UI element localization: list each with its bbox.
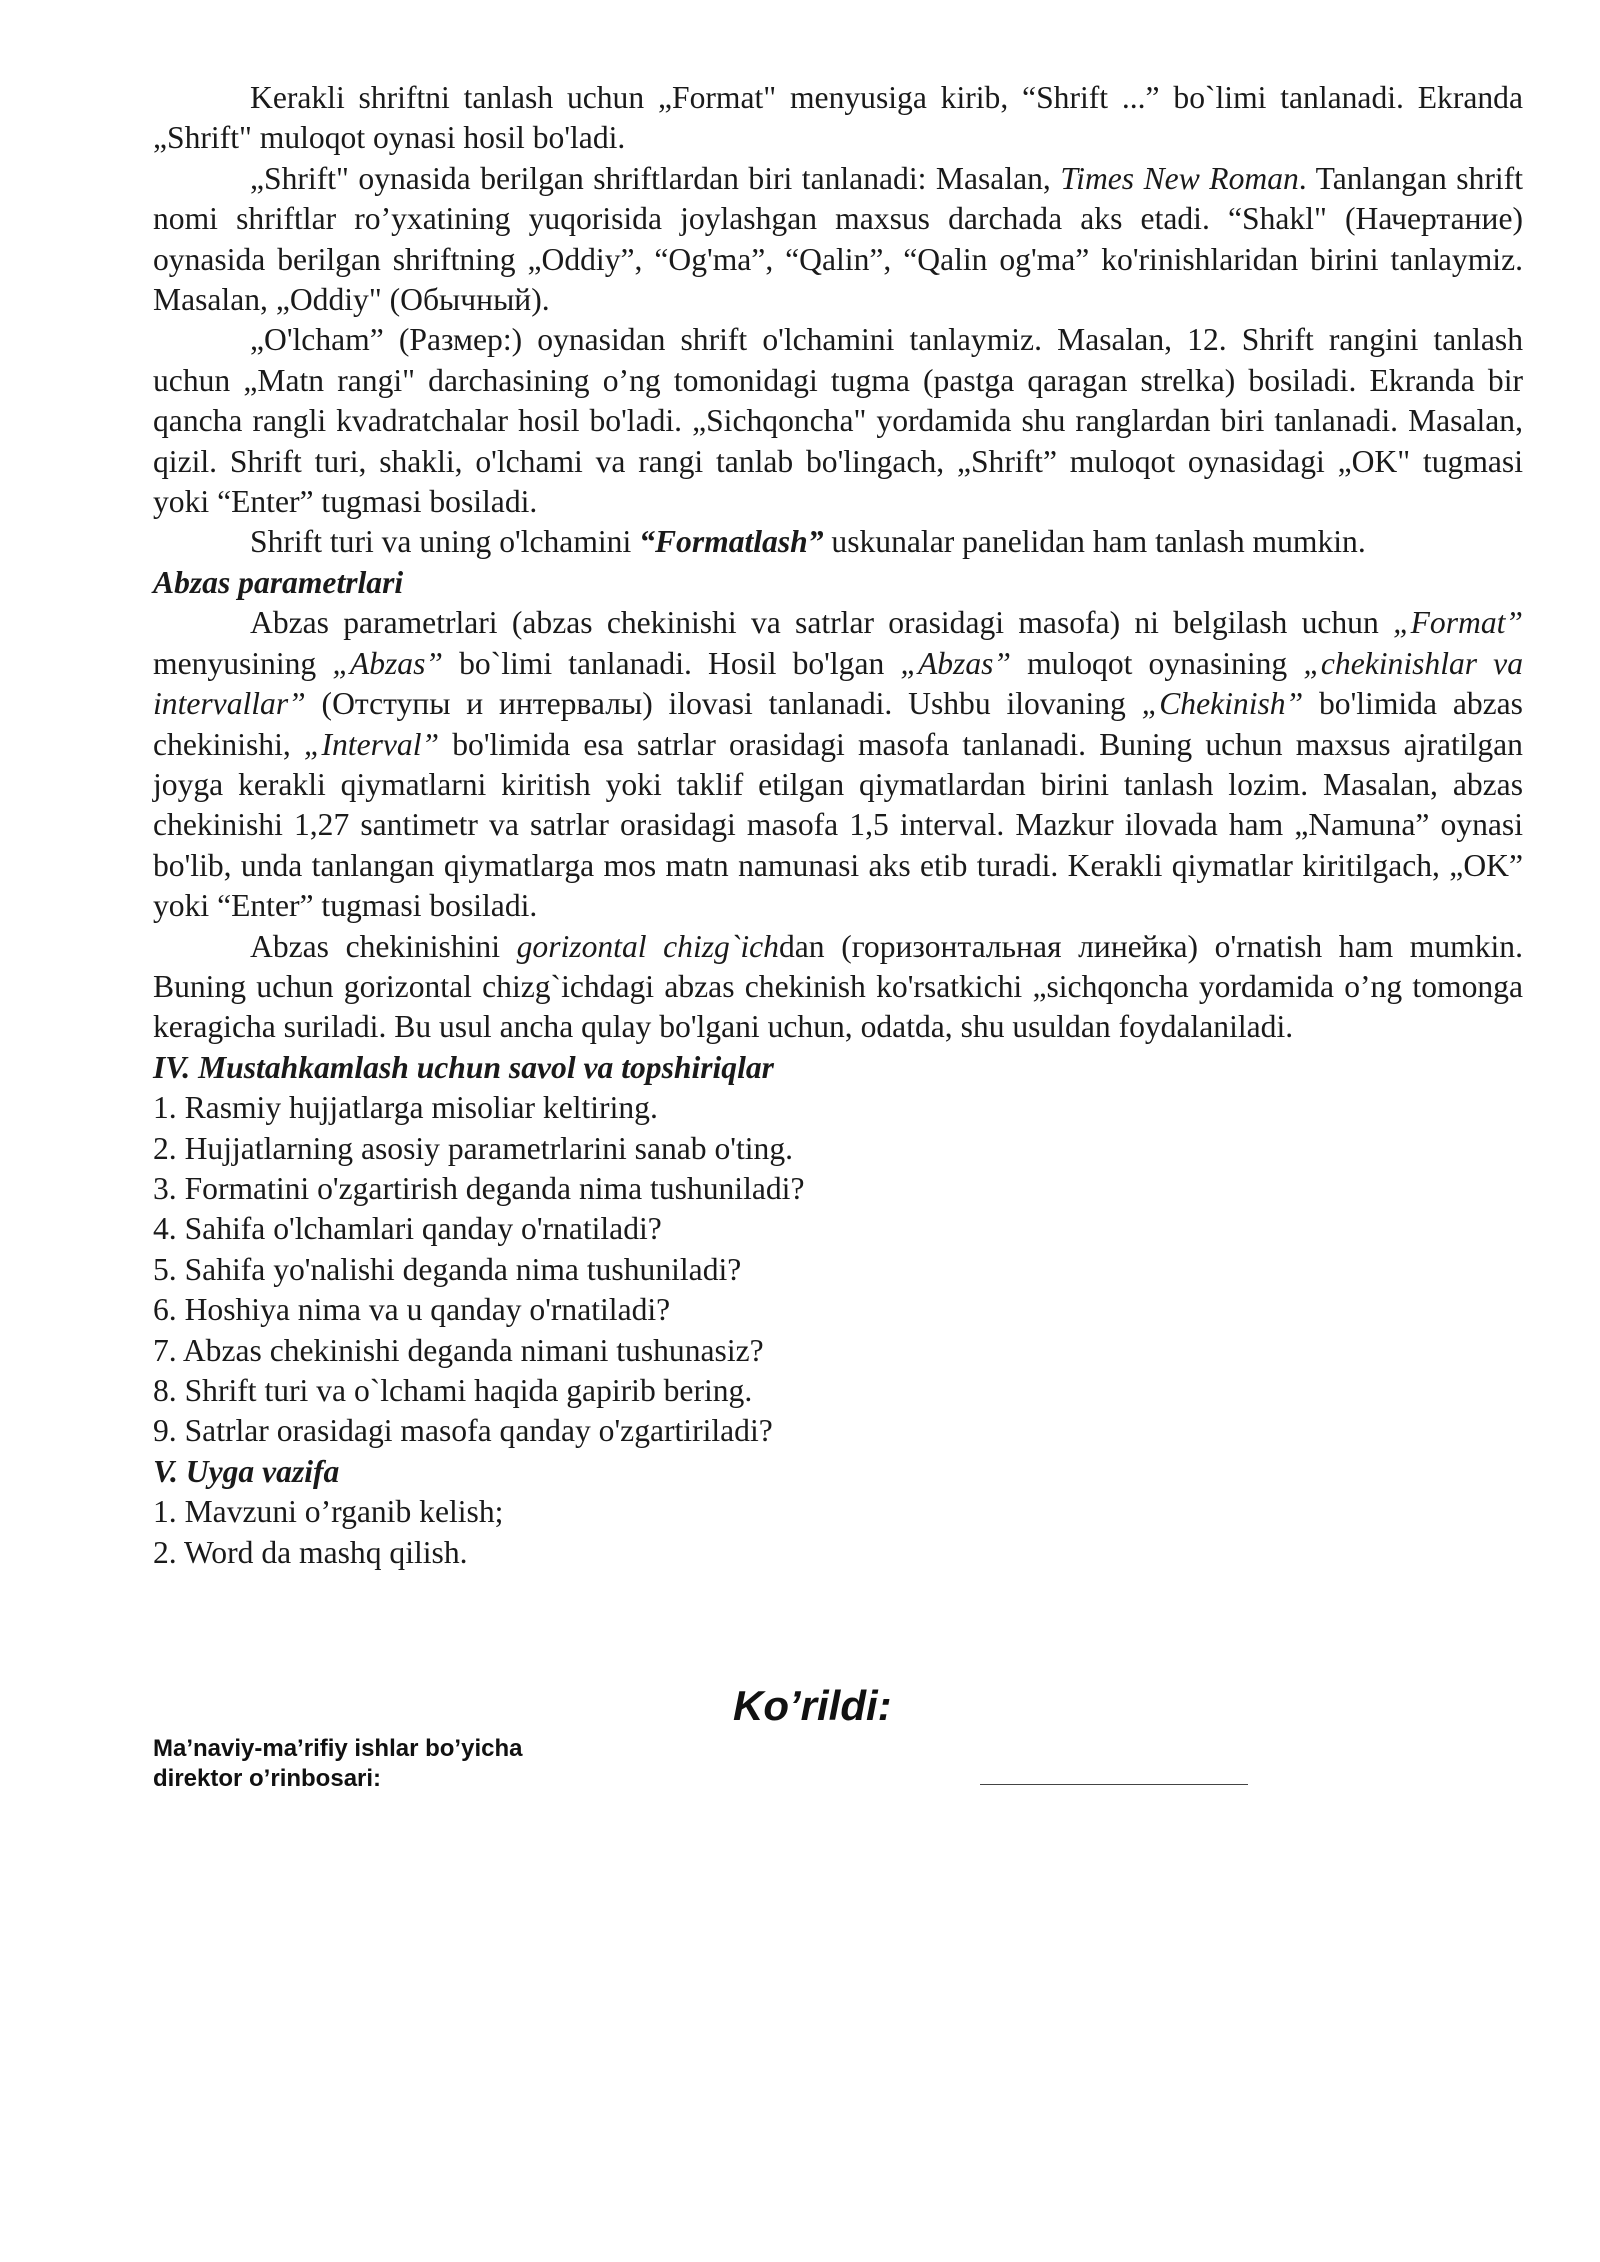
emphasis-run: “Formatlash” [639,524,824,560]
homework-list [153,1492,1523,1573]
body-paragraph [153,522,1523,562]
emphasis-run: „Format” [1393,605,1523,641]
text-run: „O'lcham” (Размер:) oynasidan shrift o'lchamini tanlaymiz. Masalan, 12. Shrift rangini tanlash uchun „Matn rangi" darchasining o’ng tomonidagi tugma (pastga qaragan strelka) bosiladi. Ekranda bir qancha rangli kvadratchalar hosil bo'ladi. „Sichqoncha" yordamida shu ranglardan biri tanlanadi. Masalan, qizil. Shrift turi, shakli, o'lchami va rangi tanlab bo'lingach, „Shrift” muloqot oynasidagi „OK" tugmasi yoki “Enter” tugmasi bosiladi. [153,322,1523,520]
emphasis-run: „Abzas” [332,645,443,681]
text-run: Abzas chekinishini [250,928,517,964]
signer-role-line: direktor o’rinbosari: [153,1765,382,1792]
questions-list [153,1088,1523,1452]
emphasis-run: gorizontal chizg`ich [516,928,779,964]
emphasis-run: „Abzas” [900,645,1011,681]
text-run: . Tanlangan shrift nomi shriftlar ro’yxatining yuqorisida joylashgan maxsus darchada aks etadi. “Shakl" (Начертание) oynasida berilgan shriftning „Oddiy”, “Og'ma”, “Qalin”, “Qalin og'ma” ko'rinishlaridan birini tanlaymiz. Masalan, „Oddiy" (Обычный). [153,160,1523,318]
emphasis-run: „Interval” [303,726,440,762]
body-paragraph [153,320,1523,522]
body-paragraph [153,927,1523,1048]
text-run: bo'limida abzas chekinishi, [153,686,1523,762]
paragraph-section [153,603,1523,1047]
reviewed-label: Ko’rildi: [733,1682,892,1729]
text-run: bo`limi tanlanadi. Hosil bo'lgan [442,645,901,681]
emphasis-run: „Chekinish” [1141,686,1304,722]
signer-role-line: Ma’naviy-ma’rifiy ishlar bo’yicha [153,1735,523,1762]
signer-role [153,1734,522,1794]
body-paragraph [153,159,1523,321]
heading-abzas: Abzas parametrlari [153,564,404,600]
question-item: 5. Sahifa yo'nalishi deganda nima tushuniladi? [153,1251,742,1287]
text-run: Shrift turi va uning o'lchamini [250,524,640,560]
body-paragraph [153,78,1523,159]
question-item: 6. Hoshiya nima va u qanday o'rnatiladi? [153,1292,671,1328]
document-body [153,78,1523,1573]
text-run: menyusining [153,645,333,681]
question-item: 7. Abzas chekinishi deganda nimani tushunasiz? [153,1332,764,1368]
text-run: „Shrift" oynasida berilgan shriftlardan biri tanlanadi: Masalan, [250,160,1061,196]
text-run: (Отступы и интервалы) ilovasi tanlanadi. Ushbu ilovaning [305,686,1142,722]
emphasis-run: „chekinishlar va intervallar” [153,645,1523,722]
body-paragraph [153,603,1523,926]
heading-questions: IV. Mustahkamlash uchun savol va topshiriqlar [153,1049,774,1085]
homework-item: 2. Word da mashq qilish. [153,1534,468,1570]
signature-block [153,1682,1523,1802]
question-item: 1. Rasmiy hujjatlarga misoliar keltiring. [153,1090,658,1126]
question-item: 9. Satrlar orasidagi masofa qanday o'zgartiriladi? [153,1413,773,1449]
question-item: 2. Hujjatlarning asosiy parametrlarini sanab o'ting. [153,1130,794,1166]
homework-item: 1. Mavzuni o’rganib kelish; [153,1494,504,1530]
heading-homework: V. Uyga vazifa [153,1453,340,1489]
text-run: Abzas parametrlari (abzas chekinishi va satrlar orasidagi masofa) ni belgilash uchun [250,605,1394,641]
text-run: dan (горизонтальная линейка) o'rnatish ham mumkin. Buning uchun gorizontal chizg`ichdagi abzas chekinish ko'rsatkichi „sichqoncha yordamida o’ng tomonga keragicha suriladi. Bu usul ancha qulay bo'lgani uchun, odatda, shu usuldan foydalaniladi. [153,928,1523,1045]
question-item: 8. Shrift turi va o`lchami haqida gapirib bering. [153,1373,753,1408]
question-item: 4. Sahifa o'lchamlari qanday o'rnatiladi? [153,1211,662,1247]
emphasis-run: Times New Roman [1060,160,1299,196]
text-run: Kerakli shriftni tanlash uchun „Format" menyusiga kirib, “Shrift ...” bo`limi tanlanadi. Ekranda „Shrift" muloqot oynasi hosil bo'ladi. [153,80,1523,156]
text-run: bo'limida esa satrlar orasidagi masofa tanlanadi. Buning uchun maxsus ajratilgan joyga kerakli qiymatlarni kiritish yoki taklif etilgan qiymatlardan birini tanlash lozim. Masalan, abzas chekinishi 1,27 santimetr va satrlar orasidagi masofa 1,5 interval. Mazkur ilovada ham „Namuna” oynasi bo'lib, unda tanlangan qiymatlarga mos matn namunasi aks etib turadi. Kerakli qiymatlar kiritilgach, „OK” yoki “Enter” tugmasi bosiladi. [153,726,1523,924]
text-run: uskunalar panelidan ham tanlash mumkin. [823,524,1366,560]
text-run: muloqot oynasining [1011,645,1304,681]
signature-line [980,1784,1248,1785]
question-item: 3. Formatini o'zgartirish deganda nima tushuniladi? [153,1170,805,1206]
font-section [153,78,1523,563]
